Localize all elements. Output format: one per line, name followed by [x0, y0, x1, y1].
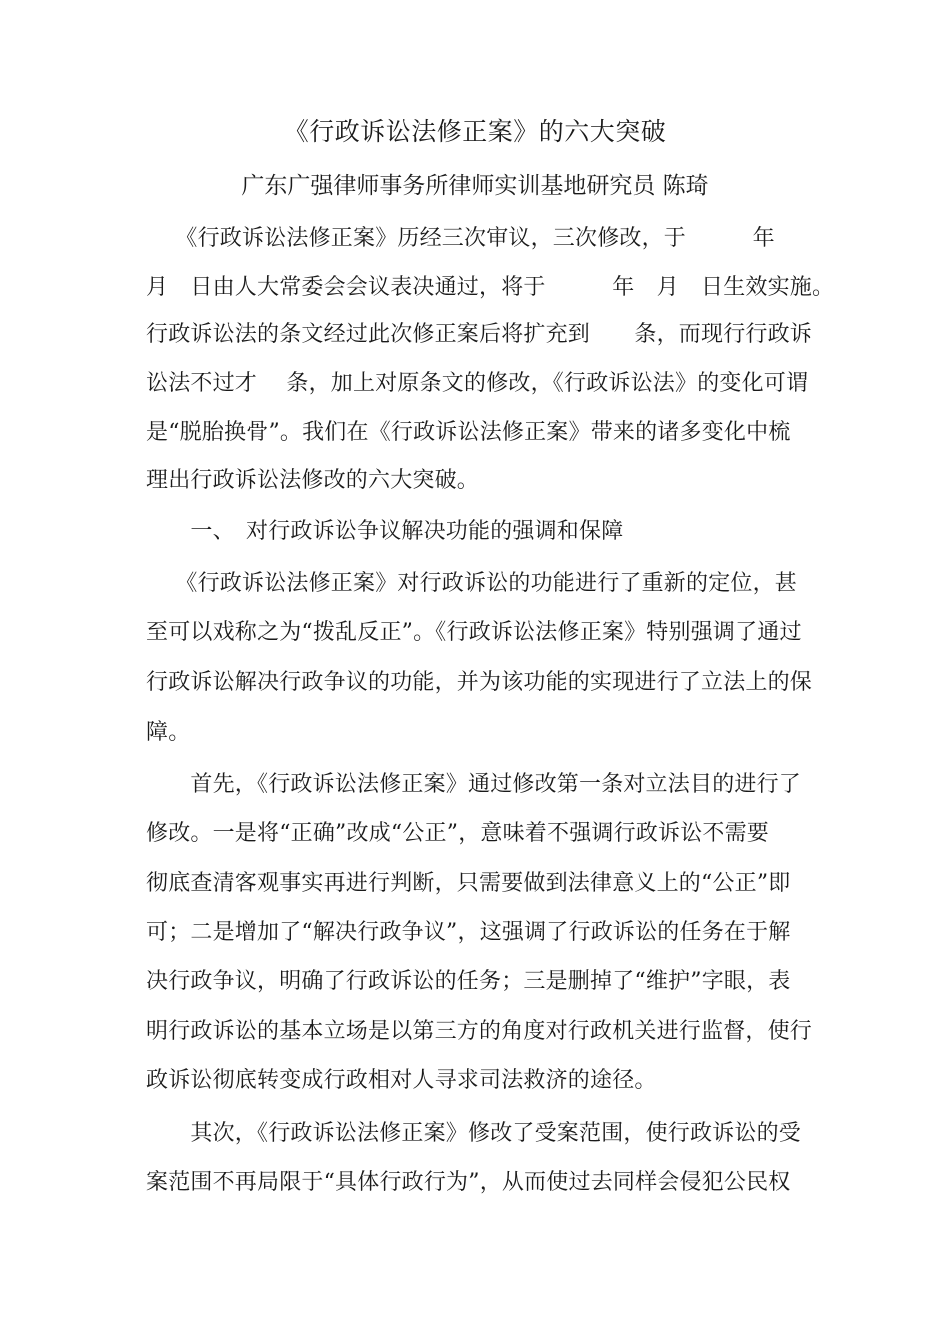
- paragraph-line: 障。: [146, 720, 191, 745]
- paragraph-line: 至可以戏称之为“拨乱反正”。《行政诉讼法修正案》特别强调了通过: [146, 620, 802, 645]
- paragraph-line: 《行政诉讼法修正案》历经三次审议，三次修改，于 年: [146, 226, 775, 251]
- section-heading: 一、 对行政诉讼争议解决功能的强调和保障: [146, 519, 624, 544]
- paragraph-line: 案范围不再局限于“具体行政行为”，从而使过去同样会侵犯公民权: [146, 1170, 791, 1195]
- paragraph-line: 行政诉讼法的条文经过此次修正案后将扩充到 条，而现行行政诉: [146, 322, 813, 347]
- paragraph-line: 可；二是增加了“解决行政争议”，这强调了行政诉讼的任务在于解: [146, 920, 791, 945]
- paragraph-line: 政诉讼彻底转变成行政相对人寻求司法救济的途径。: [146, 1068, 657, 1093]
- paragraph-line: 修改。一是将“正确”改成“公正”，意味着不强调行政诉讼不需要: [146, 821, 769, 846]
- paragraph-line: 月 日由人大常委会会议表决通过，将于 年 月 日生效实施。: [146, 275, 835, 300]
- paragraph-line: 明行政诉讼的基本立场是以第三方的角度对行政机关进行监督，使行: [146, 1019, 813, 1044]
- paragraph-line: 首先，《行政诉讼法修正案》通过修改第一条对立法目的进行了: [146, 772, 802, 797]
- paragraph-line: 讼法不过才 条，加上对原条文的修改，《行政诉讼法》的变化可谓: [146, 371, 809, 396]
- document-title: 《行政诉讼法修正案》的六大突破: [283, 117, 667, 146]
- document-author: 广东广强律师事务所律师实训基地研究员 陈琦: [241, 173, 709, 199]
- paragraph-line: 决行政争议，明确了行政诉讼的任务；三是删掉了“维护”字眼，表: [146, 969, 791, 994]
- paragraph-line: 《行政诉讼法修正案》对行政诉讼的功能进行了重新的定位，甚: [146, 571, 797, 596]
- paragraph-line: 理出行政诉讼法修改的六大突破。: [146, 468, 480, 493]
- paragraph-line: 彻底查清客观事实再进行判断，只需要做到法律意义上的“公正”即: [146, 871, 791, 896]
- paragraph-line: 是“脱胎换骨”。我们在《行政诉讼法修正案》带来的诸多变化中梳: [146, 420, 791, 445]
- paragraph-line: 行政诉讼解决行政争议的功能，并为该功能的实现进行了立法上的保: [146, 670, 813, 695]
- paragraph-line: 其次，《行政诉讼法修正案》修改了受案范围，使行政诉讼的受: [146, 1121, 802, 1146]
